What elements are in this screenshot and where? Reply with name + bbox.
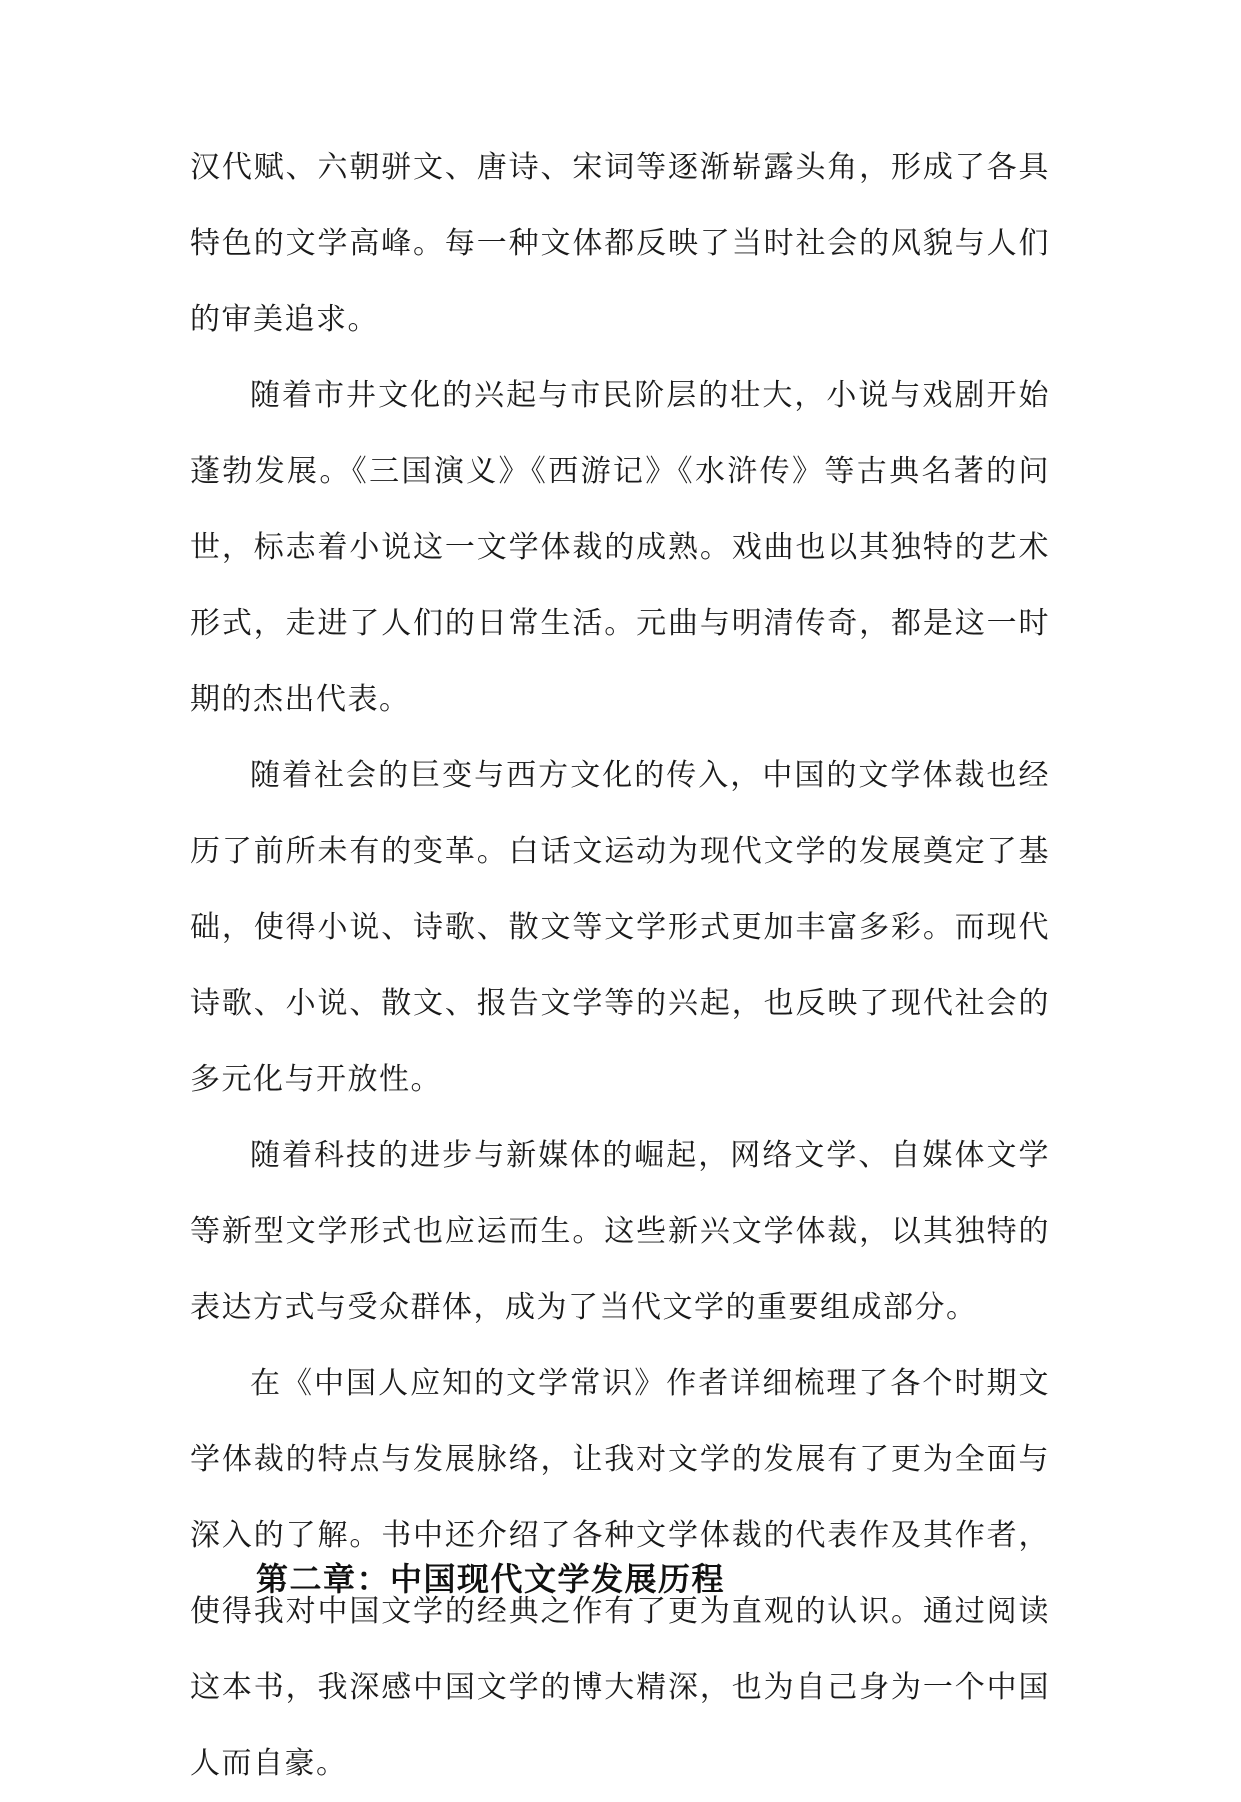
paragraph-book-reflection: 在《中国人应知的文学常识》作者详细梳理了各个时期文学体裁的特点与发展脉络，让我对文学的发展有了更为全面与深入的了解。书中还介绍了各种文学体裁的代表作及其作者，使得我对中国文学的经典之作有了更为直观的认识。通过阅读这本书，我深感中国文学的博大精深，也为自己身为一个中国人而自豪。 <box>190 1366 1050 1781</box>
paragraph-continuation: 汉代赋、六朝骈文、唐诗、宋词等逐渐崭露头角，形成了各具特色的文学高峰。每一种文体都反映了当时社会的风貌与人们的审美追求。 <box>190 150 1050 337</box>
paragraph-novel-drama: 随着市井文化的兴起与市民阶层的壮大，小说与戏剧开始蓬勃发展。《三国演义》《西游记》《水浒传》等古典名著的问世，标志着小说这一文学体裁的成熟。戏曲也以其独特的艺术形式，走进了人们的日常生活。元曲与明清传奇，都是这一时期的杰出代表。 <box>190 378 1050 717</box>
chapter-heading: 第二章：中国现代文学发展历程 <box>256 1560 726 1598</box>
paragraph-modern-change: 随着社会的巨变与西方文化的传入，中国的文学体裁也经历了前所未有的变革。白话文运动为现代文学的发展奠定了基础，使得小说、诗歌、散文等文学形式更加丰富多彩。而现代诗歌、小说、散文、报告文学等的兴起，也反映了现代社会的多元化与开放性。 <box>190 758 1050 1097</box>
body-text <box>190 130 1050 1802</box>
paragraph-new-media: 随着科技的进步与新媒体的崛起，网络文学、自媒体文学等新型文学形式也应运而生。这些新兴文学体裁，以其独特的表达方式与受众群体，成为了当代文学的重要组成部分。 <box>190 1138 1050 1325</box>
